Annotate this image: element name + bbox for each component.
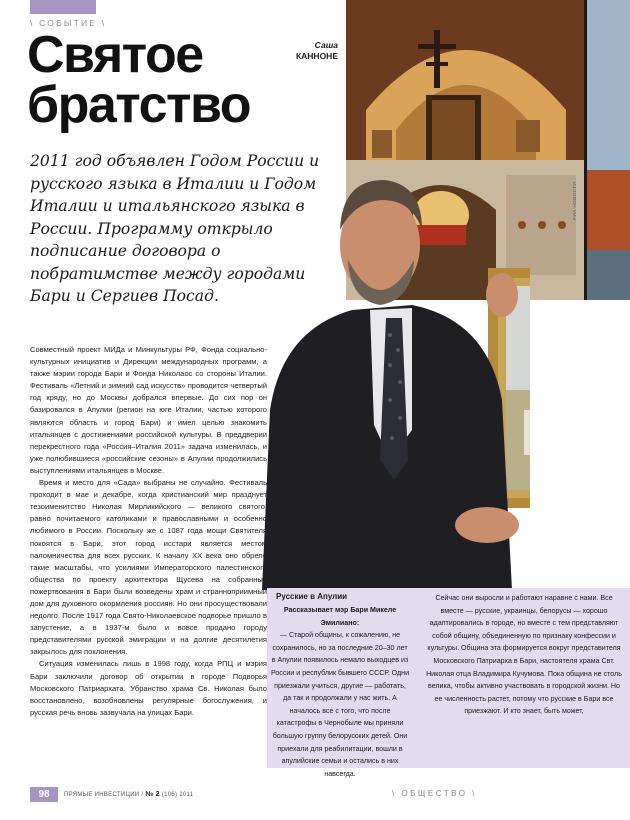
headline (27, 26, 277, 134)
magazine-name: ПРЯМЫЕ ИНВЕСТИЦИИ / (64, 792, 144, 798)
sidebar-text-1: — Старой общины, к сожалению, не сохранилось, но за последние 20–30 лет в Апулии появилось немало выходцев из России и республик бывшего СССР. Одни приезжали учиться, другие — работать, да так и продолжали у нас жить. А началось все с того, что после катастрофы в Чернобыле мы приняли большую группу белорусских детей. Они приехали для реабилитации, вошли в апулийские семьи и остались в них навсегда. (270, 631, 410, 778)
headline-line-1: Святое (27, 26, 203, 84)
photo-credit: РИА НОВОСТИ (572, 181, 577, 220)
issue-number: № 2 (145, 791, 160, 798)
body-paragraph: Совместный проект МИДа и Минкультуры РФ, Фонда социально-культурных инициатив и Дирекции международных программ, а также мэрии города Бари и Фонда Николаос со стороны Италии. Фестиваль «Летний и зимний сад искусств» проводится четвертый год кряду, но до Москвы добрался впервые. До сих пор он базировался в Апулии (регион на юге Италии, частью которого являются область и город Бари) и имел целью знакомить итальянцев с достижениями российской культуры. В преддверии перекрестного года «Россия–Италия 2011» задача изменилась, и уже полюбившиеся «российские сезоны» в Апулии продолжились выступлениями итальянцев в Москве. (30, 345, 267, 475)
rubric-label: \ СОБЫТИЕ \ (30, 18, 107, 28)
author-first-name: Саша (314, 40, 338, 50)
sidebar-title: Русские в Апулии (276, 592, 348, 601)
photo-mayor-with-painting (262, 160, 530, 590)
headline-line-2: братство (27, 76, 251, 134)
article-body (30, 344, 267, 719)
magazine-title (64, 791, 193, 798)
body-paragraph: Ситуация изменилась лишь в 1998 году, когда РПЦ и мэрия Бари заключили договор об открытии в городе Подворья Московского Патриархата. Убранство храма Св. Николая было восстановлено, возобновлены регулярные богослужения, и русская речь вновь зазвучала на улицах Бари. (30, 659, 267, 717)
page-number: 98 (30, 787, 58, 802)
lead-paragraph: 2011 год объявлен Годом России и русского языка в Италии и Годом Италии и итальянского языка в России. Программу открыло подписание договора о побратимстве между городами Бари и Сергиев Посад. (30, 152, 320, 305)
sidebar-intro: Рассказывает мэр Бари Микеле Эмилиано: (283, 606, 397, 627)
author-last-name: КАННОНЕ (295, 51, 338, 61)
rubric-color-bar (30, 0, 96, 14)
issue-suffix: (106) 2011 (161, 792, 194, 798)
section-label: \ ОБЩЕСТВО \ (392, 789, 477, 798)
byline (268, 40, 338, 62)
sidebar-column-1 (270, 604, 410, 780)
sidebar-column-2: Сейчас они выросли и работают наравне с нами. Все вместе — русские, украинцы, белорусы — хорошо адаптировались в городе, но вместе с тем представляют собой общину, объединенную по признаку конфессии и культуры. Община эта формируется вокруг представителя Московского Патриарха в Бари, настоятеля храма Свт. Николая отца Владимира Кучумова. Пока община не столь велика, чтобы активно участвовать в городской жизни. Но ее численность растет, потому что русские в Бари все приезжают. И кто знает, быть может, (426, 594, 622, 716)
body-paragraph: Время и место для «Сада» выбраны не случайно. Фестиваль проходит в мае и декабре, когда христианский мир празднует тезоименитство Николая Мирликийского — великого святого, равно почитаемого католиками и православными и особенно любимого в России. Поскольку же с 1087 года мощи Святителя покоятся в Бари, этот город исстари является местом паломничества для всех русских. К началу XX века оно обрело такие масштабы, что усилиями Императорского палестинского общества по проекту архитектора Щусева на собранные пожертвования в Бари были возведены храм и странноприимный дом для духовного окормления россиян. Но они просуществовали недолго. После 1917 года Свято-Николаевское подворье пришло в запустение, а в 1937-м было и вовсе продано городу представителями русской эмиграции и на долгие десятилетия закрылось для поклонения. (30, 478, 267, 657)
